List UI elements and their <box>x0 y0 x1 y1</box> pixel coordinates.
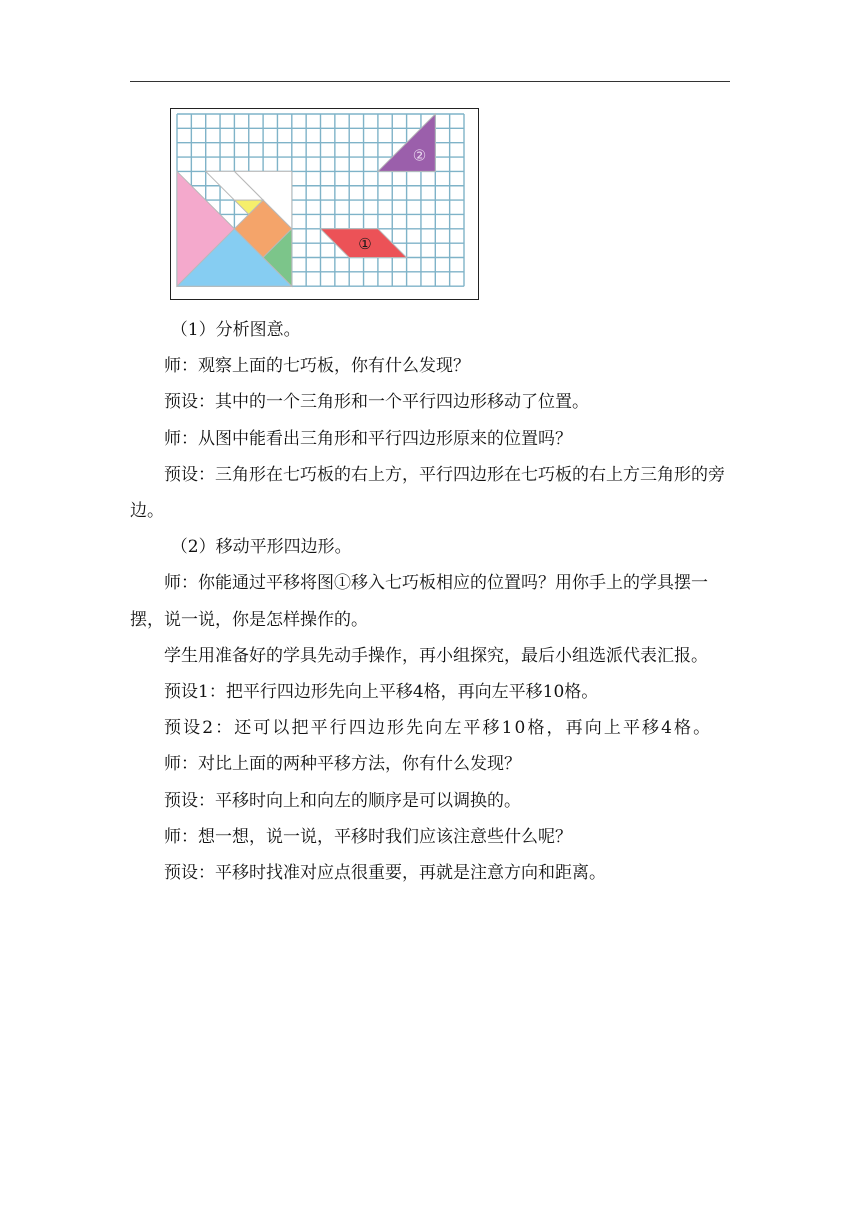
parallelogram-label: ① <box>358 234 372 253</box>
tangram-grid-svg <box>171 109 477 298</box>
preset-answer-6: 预设：平移时找准对应点很重要，再就是注意方向和距离。 <box>164 863 606 884</box>
teacher-question-5: 师：想一想，说一说，平移时我们应该注意些什么呢？ <box>164 826 572 847</box>
triangle-label: ② <box>412 146 427 165</box>
teacher-question-1: 师：观察上面的七巧板，你有什么发现？ <box>164 356 470 377</box>
preset-answer-1: 预设：其中的一个三角形和一个平行四边形移动了位置。 <box>164 392 589 413</box>
student-activity: 学生用准备好的学具先动手操作，再小组探究，最后小组选派代表汇报。 <box>164 645 708 666</box>
preset-answer-5: 预设：平移时向上和向左的顺序是可以调换的。 <box>164 790 521 811</box>
teacher-question-2: 师：从图中能看出三角形和平行四边形原来的位置吗？ <box>164 428 572 449</box>
header-rule <box>130 81 730 82</box>
teacher-question-4: 师：对比上面的两种平移方法，你有什么发现？ <box>164 754 521 775</box>
preset-answer-2: 预设：三角形在七巧板的右上方，平行四边形在七巧板的右上方三角形的旁边。 <box>130 464 725 522</box>
preset-answer-3: 预设1：把平行四边形先向上平移4格，再向左平移10格。 <box>164 682 599 703</box>
section-2-heading: （2）移动平形四边形。 <box>170 537 352 558</box>
teacher-question-3: 师：你能通过平移将图①移入七巧板相应的位置吗？用你手上的学具摆一摆，说一说，你是怎样操作的。 <box>130 573 708 630</box>
section-1-heading: （1）分析图意。 <box>170 320 301 340</box>
document-body <box>130 312 730 891</box>
tangram-figure <box>170 108 479 300</box>
preset-answer-4: 预设2：还可以把平行四边形先向左平移10格，再向上平移4格。 <box>164 718 713 739</box>
